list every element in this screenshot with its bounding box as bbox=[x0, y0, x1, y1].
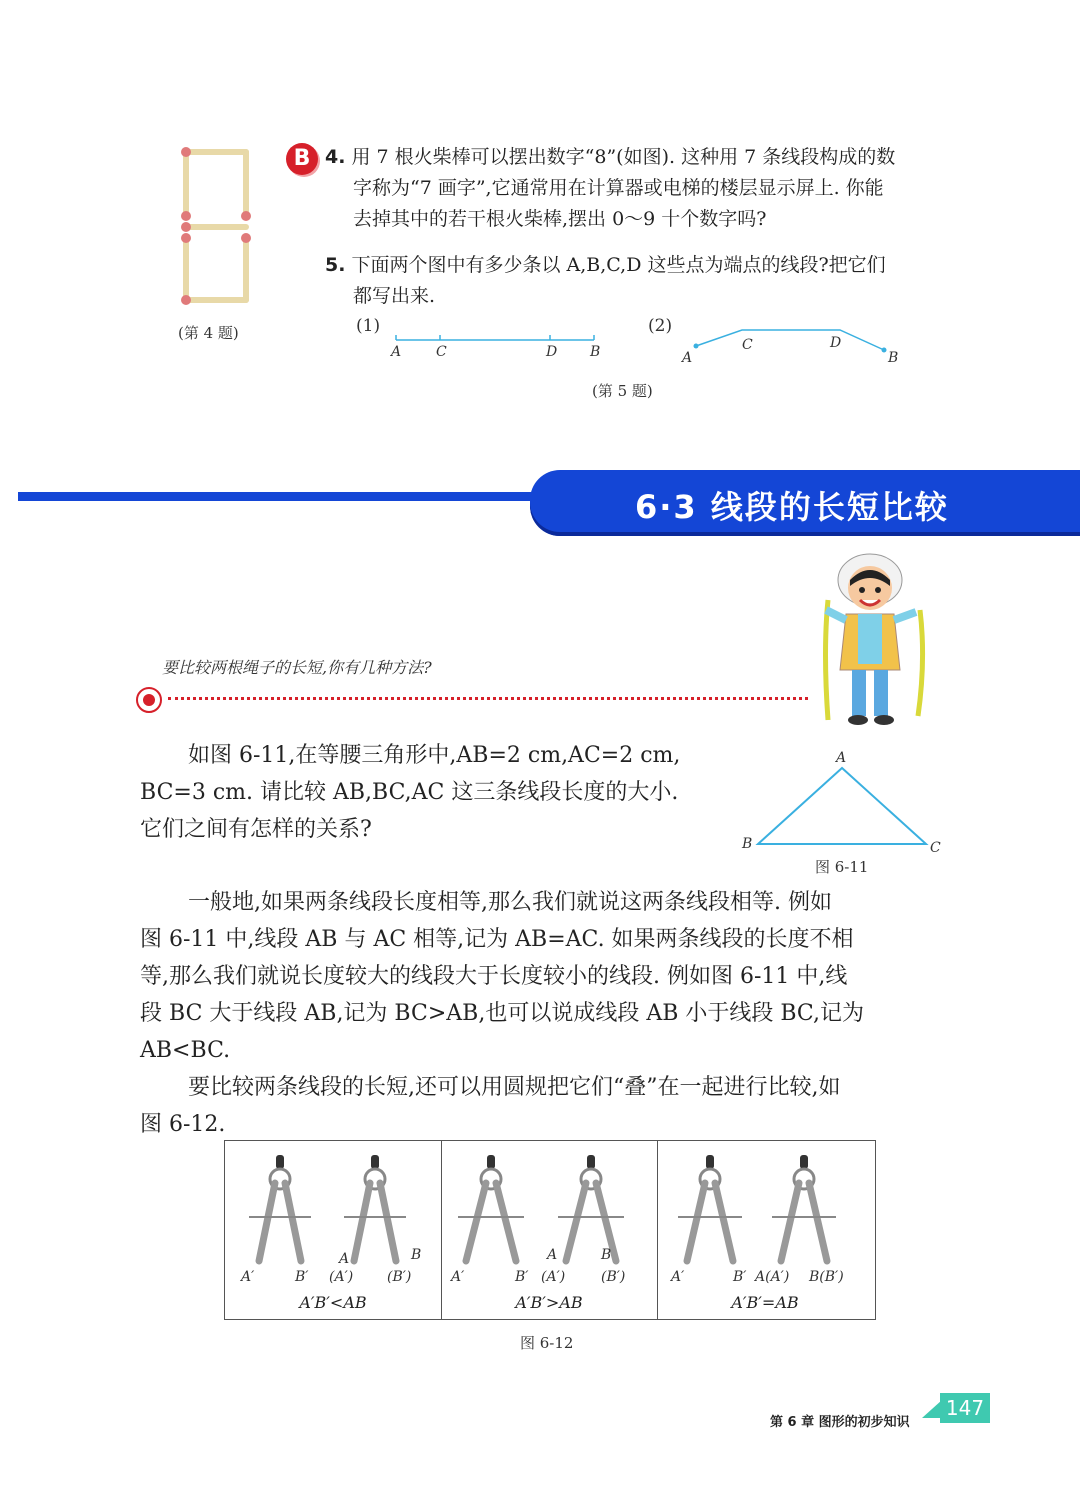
fig612-c3-b-bprime: B(B′) bbox=[809, 1269, 844, 1285]
q5-fig1-point-b: B bbox=[590, 344, 601, 360]
page-tab-arrow-icon bbox=[922, 1400, 942, 1420]
q5-figure-caption: (第 5 题) bbox=[592, 382, 653, 400]
figure-6-11-caption: 图 6-11 bbox=[815, 858, 869, 876]
paragraph-1-line-3: 它们之间有怎样的关系? bbox=[140, 817, 372, 842]
q4-figure-caption: (第 4 题) bbox=[178, 324, 239, 342]
paragraph-2-line-1: 一般地,如果两条线段长度相等,那么我们就说这两条线段相等. 例如 bbox=[188, 890, 832, 915]
fig612-c2-aprime-paren: (A′) bbox=[541, 1269, 566, 1285]
fig612-c1-bprime: B′ bbox=[295, 1269, 309, 1285]
fig612-relation-equal: A′B′=AB bbox=[731, 1293, 799, 1312]
fig612-c2-b: B bbox=[601, 1247, 612, 1263]
fig612-c1-b: B bbox=[411, 1247, 422, 1263]
paragraph-2-line-5: AB<BC. bbox=[140, 1038, 231, 1063]
figure-6-12-table bbox=[224, 1140, 876, 1320]
compass-icon bbox=[769, 1153, 839, 1273]
cartoon-boy-illustration bbox=[808, 540, 938, 730]
fig612-cell-greater bbox=[441, 1141, 658, 1319]
chapter-footer: 第 6 章 图形的初步知识 bbox=[770, 1415, 910, 1430]
q5-fig2-point-a: A bbox=[682, 350, 693, 366]
q5-fig1-point-a: A bbox=[391, 344, 402, 360]
q5-figure-2-polyline bbox=[690, 322, 890, 356]
paragraph-3-line-1: 要比较两条线段的长短,还可以用圆规把它们“叠”在一起进行比较,如 bbox=[188, 1075, 841, 1100]
fig612-c1-bprime-paren: (B′) bbox=[387, 1269, 412, 1285]
paragraph-3-line-2: 图 6-12. bbox=[140, 1112, 226, 1137]
q5-fig1-point-d: D bbox=[546, 344, 558, 360]
question-4-line-2: 字称为“7 画字”,它通常用在计算器或电梯的楼层显示屏上. 你能 bbox=[353, 177, 884, 199]
q5-fig1-point-c: C bbox=[436, 344, 447, 360]
fig612-c1-a: A bbox=[339, 1251, 350, 1267]
q5-figure-2-label: (2) bbox=[648, 316, 673, 336]
paragraph-1-line-1: 如图 6-11,在等腰三角形中,AB=2 cm,AC=2 cm, bbox=[188, 743, 681, 768]
fig612-c2-bprime: B′ bbox=[515, 1269, 529, 1285]
q5-fig2-point-c: C bbox=[742, 337, 753, 353]
fig612-cell-less bbox=[225, 1141, 442, 1319]
paragraph-3 bbox=[140, 1069, 940, 1143]
fig612-c1-aprime-paren: (A′) bbox=[329, 1269, 354, 1285]
inquiry-question: 要比较两根绳子的长短,你有几种方法? bbox=[162, 658, 432, 677]
dotted-divider bbox=[168, 697, 808, 700]
section-title: 6·3 线段的长短比较 bbox=[635, 488, 949, 526]
compass-icon bbox=[675, 1153, 745, 1273]
fig611-point-b: B bbox=[742, 836, 753, 852]
question-5-number: 5. bbox=[325, 254, 346, 276]
fig612-c2-aprime: A′ bbox=[451, 1269, 465, 1285]
compass-icon bbox=[340, 1153, 410, 1273]
figure-6-11-triangle bbox=[750, 760, 940, 850]
level-b-badge: B bbox=[286, 143, 318, 175]
paragraph-2-line-2: 图 6-11 中,线段 AB 与 AC 相等,记为 AB=AC. 如果两条线段的长度不相 bbox=[140, 927, 854, 952]
q5-figure-1-segment bbox=[390, 330, 600, 350]
fig612-c1-aprime: A′ bbox=[241, 1269, 255, 1285]
section-heading-tab bbox=[530, 470, 1080, 536]
fig611-point-a: A bbox=[836, 750, 847, 766]
fig612-relation-greater: A′B′>AB bbox=[515, 1293, 583, 1312]
question-5-line-1: 下面两个图中有多少条以 A,B,C,D 这些点为端点的线段?把它们 bbox=[351, 254, 886, 276]
compass-icon bbox=[245, 1153, 315, 1273]
q5-fig2-point-b: B bbox=[888, 350, 899, 366]
q5-fig2-point-d: D bbox=[830, 335, 842, 351]
figure-6-12-caption: 图 6-12 bbox=[520, 1334, 574, 1352]
fig612-cell-equal bbox=[657, 1141, 875, 1319]
paragraph-2-line-3: 等,那么我们就说长度较大的线段大于长度较小的线段. 例如图 6-11 中,线 bbox=[140, 964, 848, 989]
question-4-line-1: 用 7 根火柴棒可以摆出数字“8”(如图). 这种用 7 条线段构成的数 bbox=[351, 146, 896, 168]
section-rule bbox=[18, 492, 538, 501]
fig612-relation-less: A′B′<AB bbox=[299, 1293, 367, 1312]
matchstick-eight-figure bbox=[170, 140, 260, 310]
page-number: 147 bbox=[940, 1393, 990, 1423]
fig612-c2-bprime-paren: (B′) bbox=[601, 1269, 626, 1285]
fig611-point-c: C bbox=[930, 840, 941, 856]
paragraph-2-line-4: 段 BC 大于线段 AB,记为 BC>AB,也可以说成线段 AB 小于线段 BC,记为 bbox=[140, 1001, 864, 1026]
paragraph-1-line-2: BC=3 cm. 请比较 AB,BC,AC 这三条线段长度的大小. bbox=[140, 780, 679, 805]
compass-icon bbox=[456, 1153, 526, 1273]
fig612-c3-aprime: A′ bbox=[671, 1269, 685, 1285]
paragraph-1 bbox=[140, 737, 750, 848]
fig612-c2-a: A bbox=[547, 1247, 558, 1263]
question-4-line-3: 去掉其中的若干根火柴棒,摆出 0～9 十个数字吗? bbox=[353, 208, 767, 230]
fig612-c3-a-aprime: A(A′) bbox=[755, 1269, 790, 1285]
target-icon bbox=[136, 687, 162, 713]
paragraph-2 bbox=[140, 884, 940, 1069]
q5-figure-1-label: (1) bbox=[356, 316, 381, 336]
question-5-line-2: 都写出来. bbox=[353, 285, 436, 307]
question-4-number: 4. bbox=[325, 146, 346, 168]
question-5 bbox=[325, 250, 945, 312]
question-4 bbox=[325, 142, 945, 235]
fig612-c3-bprime: B′ bbox=[733, 1269, 747, 1285]
compass-icon bbox=[556, 1153, 626, 1273]
